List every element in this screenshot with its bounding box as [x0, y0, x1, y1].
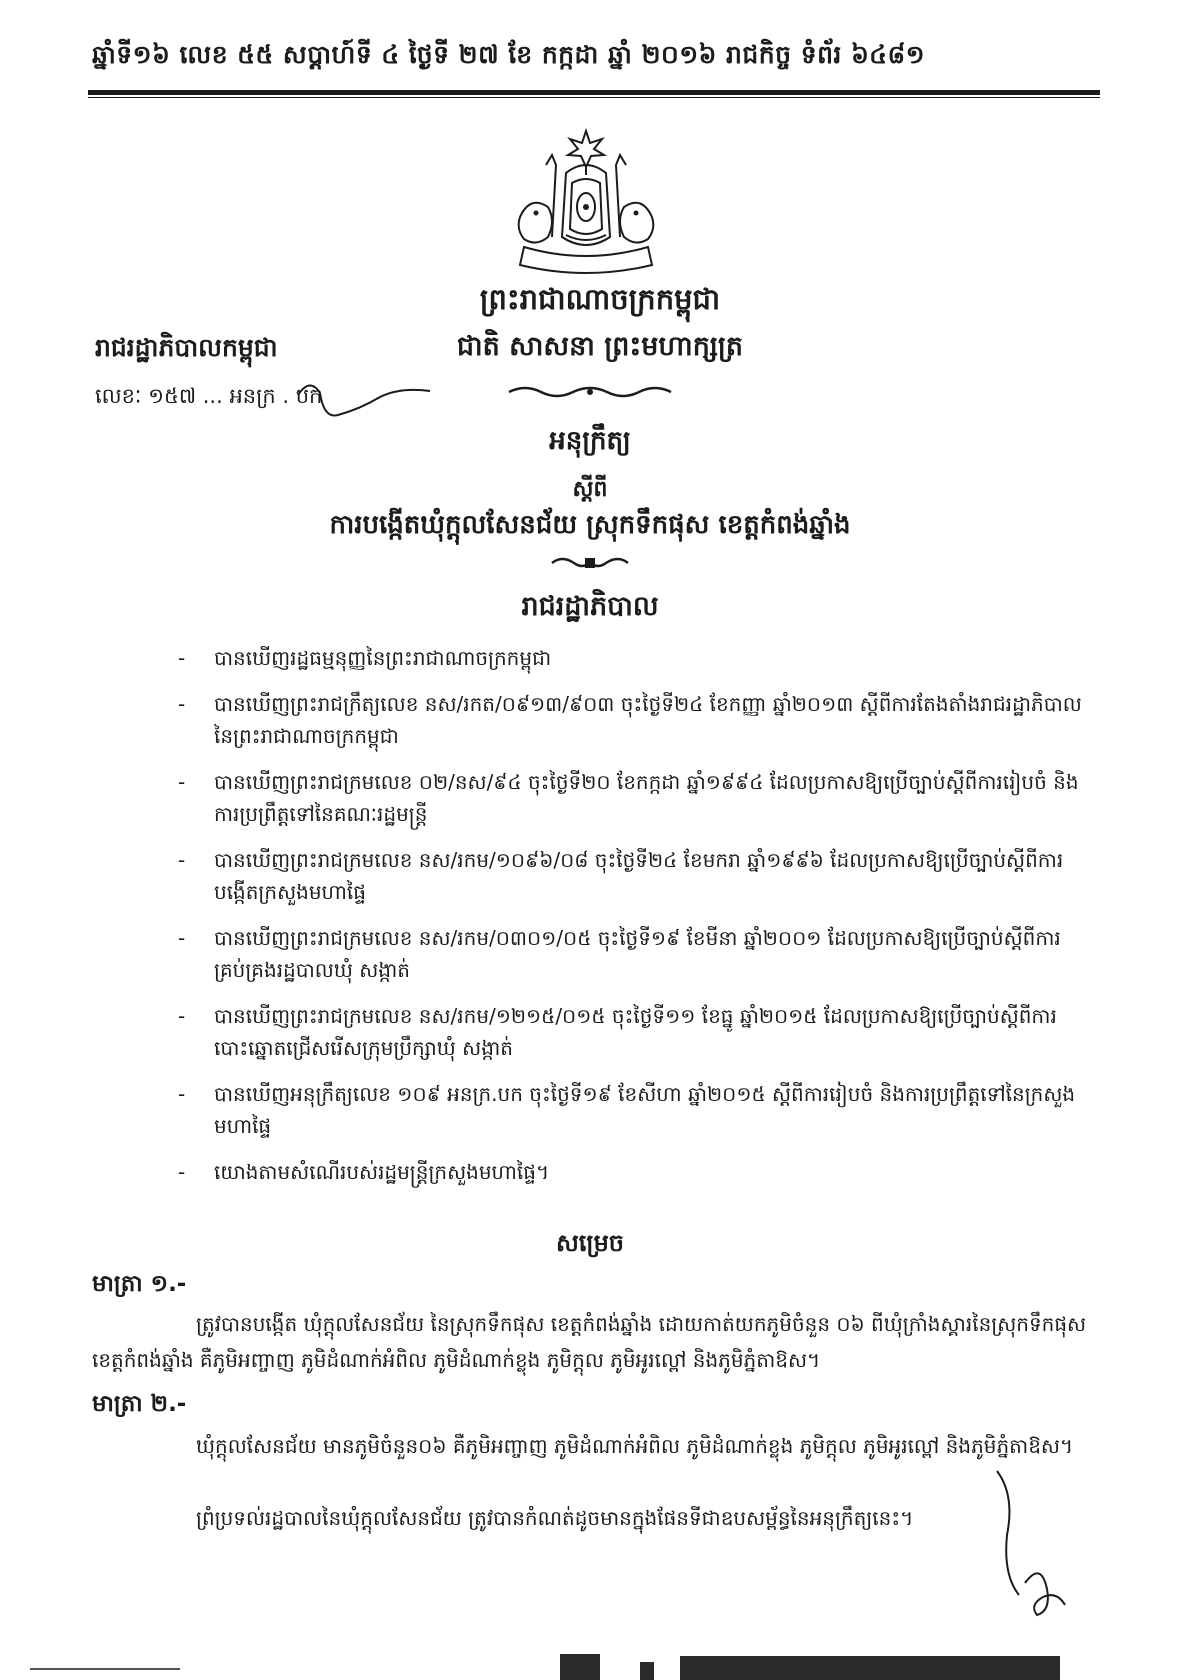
issuing-government: រាជរដ្ឋាភិបាលកម្ពុជា [95, 333, 278, 362]
title-on: ស្តីពី [572, 477, 608, 502]
visa-item [178, 688, 1083, 752]
scan-edge-marks [0, 1646, 1180, 1680]
visa-item [178, 1078, 1083, 1142]
visa-text: យោងតាមសំណើរបស់រដ្ឋមន្ត្រីក្រសួងមហាផ្ទៃ។ [214, 1160, 550, 1184]
list-dash: - [178, 1160, 186, 1184]
list-dash: - [178, 692, 186, 716]
kingdom-name: ព្រះរាជាណាចក្រកម្ពុជា [479, 282, 721, 316]
visa-item [178, 1000, 1083, 1064]
visa-text: បានឃើញព្រះរាជក្រមលេខ នស/រកម/១០៩៦/០៨ ចុះថ្ងៃទី២៤ ខែមករា ឆ្នាំ១៩៩៦ ដែលប្រកាសឱ្យប្រើច្បាប់ស្តីពីការបង្កើតក្រសួងមហាផ្ទៃ [214, 848, 1064, 904]
government-heading: រាជរដ្ឋាភិបាល [521, 591, 659, 622]
list-dash: - [178, 1004, 186, 1028]
decree-subject: ការបង្កើតឃុំក្តុលសែនជ័យ ស្រុកទឹកផុស ខេត្តកំពង់ឆ្នាំង [329, 510, 851, 540]
visa-item [178, 1156, 1083, 1188]
decorative-divider-icon [505, 384, 675, 400]
article-2-title: មាត្រា ២.- [92, 1391, 187, 1417]
list-dash: - [178, 646, 186, 670]
visa-text: បានឃើញព្រះរាជក្រឹត្យលេខ នស/រកត/០៩១៣/៩០៣ ចុះថ្ងៃទី២៤ ខែកញ្ញា ឆ្នាំ២០១៣ ស្តីពីការតែងតាំងរាជរដ្ឋាភិបាលនៃព្រះរាជាណាចក្រកម្ពុជា [214, 692, 1082, 748]
royal-coat-of-arms-icon [506, 125, 666, 283]
handwritten-signature-icon [985, 1465, 1075, 1630]
list-dash: - [178, 848, 186, 872]
article-2-paragraph-1: ឃុំក្តុលសែនជ័យ មានភូមិចំនួន០៦ គឺភូមិអញ្ចាញ ភូមិដំណាក់អំពិល ភូមិដំណាក់ខ្លុង ភូមិក្តុល ភូមិអូរល្ពៅ និងភូមិភ្នំតាឱស។ [196, 1434, 1074, 1458]
visa-text: បានឃើញព្រះរាជក្រមលេខ ០២/នស/៩៤ ចុះថ្ងៃទី២០ ខែកក្កដា ឆ្នាំ១៩៩៤ ដែលប្រកាសឱ្យប្រើច្បាប់ស្តីពីការរៀបចំ និងការប្រព្រឹត្តទៅនៃគណៈរដ្ឋមន្ត្រី [214, 770, 1079, 826]
header-rule-thin [88, 97, 1100, 98]
visa-item [178, 766, 1083, 830]
reference-number: លេខៈ ១៥៧ ... អនក្រ . បក [95, 384, 323, 408]
visa-text: បានឃើញអនុក្រឹត្យលេខ ១០៩ អនក្រ.បក ចុះថ្ងៃទី១៩ ខែសីហា ឆ្នាំ២០១៥ ស្តីពីការរៀបចំ និងការប្រព្រឹត្តទៅនៃក្រសួងមហាផ្ទៃ [214, 1082, 1076, 1138]
visa-list [178, 642, 1083, 1188]
visa-item [178, 922, 1083, 986]
visa-text: បានឃើញព្រះរាជក្រមលេខ នស/រកម/០៣០១/០៥ ចុះថ្ងៃទី១៩ ខែមីនា ឆ្នាំ២០០១ ដែលប្រកាសឱ្យប្រើច្បាប់ស្តីពីការគ្រប់គ្រងរដ្ឋបាលឃុំ សង្កាត់ [214, 926, 1061, 982]
article-1-paragraph: ត្រូវបានបង្កើត ឃុំក្តុលសែនជ័យ នៃស្រុកទឹកផុស ខេត្តកំពង់ឆ្នាំង ដោយកាត់យកភូមិចំនួន ០៦ ពីឃុំក្រាំងស្គារនៃស្រុកទឹកផុស ខេត្តកំពង់ឆ្នាំង គឺភូមិអញ្ចាញ ភូមិដំណាក់អំពិល ភូមិដំណាក់ខ្លុង ភូមិក្តុល ភូមិអូរល្ពៅ និងភូមិភ្នំតាឱស។ [92, 1312, 1087, 1372]
decorative-divider-icon [548, 555, 632, 571]
document-type: អនុក្រឹត្យ [549, 426, 631, 456]
visa-item [178, 642, 1083, 674]
national-motto: ជាតិ សាសនា ព្រះមហាក្សត្រ [456, 331, 744, 362]
visa-item [178, 844, 1083, 908]
visa-text: បានឃើញរដ្ឋធម្មនុញ្ញនៃព្រះរាជាណាចក្រកម្ពុជា [214, 646, 552, 670]
list-dash: - [178, 1082, 186, 1106]
reference-initial-icon [290, 375, 440, 425]
gazette-header: ឆ្នាំទី១៦ លេខ ៥៥ សប្តាហ៍ទី ៤ ថ្ងៃទី ២៧ ខែ កក្កដា ឆ្នាំ ២០១៦ រាជកិច្ច ទំព័រ ៦៤៨១ [92, 40, 926, 69]
decides-heading: សម្រេច [555, 1229, 625, 1257]
article-1-title: មាត្រា ១.- [92, 1271, 187, 1297]
list-dash: - [178, 770, 186, 794]
header-rule-thick [88, 90, 1100, 95]
article-2-paragraph-2: ព្រំប្រទល់រដ្ឋបាលនៃឃុំក្តុលសែនជ័យ ត្រូវបានកំណត់ដូចមានក្នុងផែនទីជាឧបសម្ព័ន្ធនៃអនុក្រឹត្យនេះ។ [196, 1506, 914, 1530]
list-dash: - [178, 926, 186, 950]
visa-text: បានឃើញព្រះរាជក្រមលេខ នស/រកម/១២១៥/០១៥ ចុះថ្ងៃទី១១ ខែធ្នូ ឆ្នាំ២០១៥ ដែលប្រកាសឱ្យប្រើច្បាប់ស្តីពីការបោះឆ្នោតជ្រើសរើសក្រុមប្រឹក្សាឃុំ សង្កាត់ [214, 1004, 1057, 1060]
